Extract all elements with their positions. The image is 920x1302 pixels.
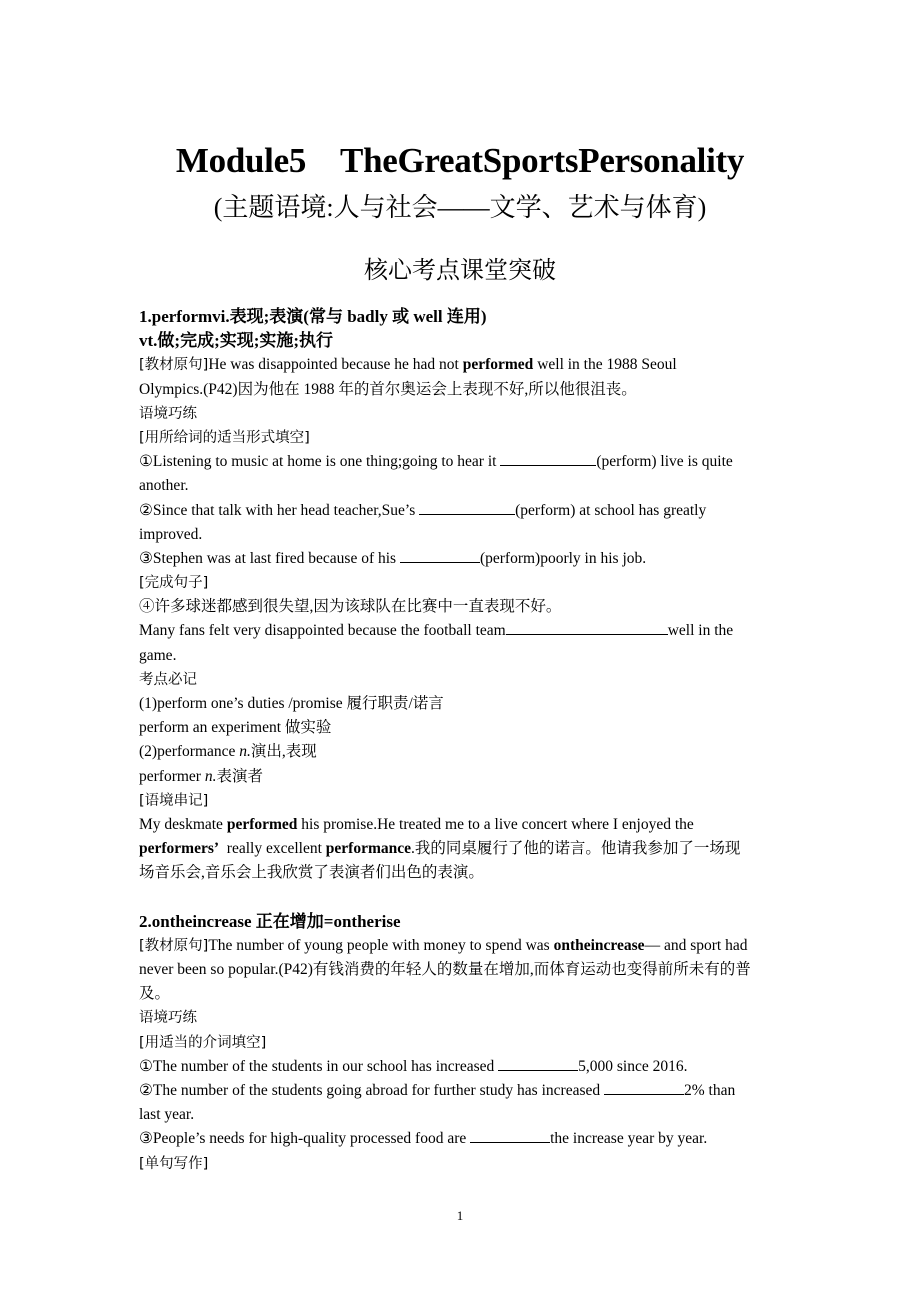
part-of-speech: n. <box>204 767 217 785</box>
theme-subtitle: (主题语境:人与社会——文学、艺术与体育) <box>213 193 707 222</box>
text: ③People’s needs for high-quality processed food are <box>139 1130 471 1148</box>
memo-item <box>139 765 784 789</box>
page-number: 1 <box>456 1208 464 1223</box>
question-4 <box>139 619 784 643</box>
text: (perform) live is quite <box>596 453 733 471</box>
text: The number of young people with money to spend was <box>208 936 554 954</box>
memo-item: (1)perform one’s duties /promise 履行职责/诺言 <box>139 695 444 712</box>
context-memory-label: [语境串记] <box>139 792 209 809</box>
text: He was disappointed because he had not <box>208 356 463 374</box>
textbook-translation-cont: 及。 <box>139 985 171 1003</box>
answer-blank[interactable] <box>500 451 596 466</box>
text: his promise.He treated me to a live concert where I enjoyed the <box>297 815 694 833</box>
module-number: Module5 <box>175 141 307 180</box>
text: My deskmate <box>139 815 227 833</box>
question-2 <box>139 499 784 523</box>
textbook-sentence <box>139 934 784 958</box>
fill-instruction: [用所给词的适当形式填空] <box>139 429 310 446</box>
part-of-speech: n. <box>239 743 251 761</box>
text: ①The number of the students in our school has increased <box>139 1057 499 1075</box>
question-2-cont: last year. <box>139 1106 195 1124</box>
text: ③Stephen was at last fired because of his <box>139 549 400 567</box>
question-3 <box>139 547 784 571</box>
text: really excellent <box>219 840 326 858</box>
answer-blank[interactable] <box>400 548 480 563</box>
memo-label: 考点必记 <box>139 671 197 688</box>
text: Many fans felt very disappointed because the football team <box>139 622 506 640</box>
content-body <box>139 305 784 1176</box>
keyword: performed <box>462 356 534 374</box>
text: well in the <box>667 622 734 640</box>
textbook-sentence <box>139 353 784 377</box>
textbook-translation: Olympics.(P42)因为他在 1988 年的首尔奥运会上表现不好,所以他很沮丧。 <box>139 380 637 398</box>
text: 5,000 since 2016. <box>578 1057 688 1075</box>
text: (2)performance <box>139 743 240 761</box>
question-4-cont: game. <box>139 646 177 664</box>
point-2-heading: 2.ontheincrease 正在增加=ontherise <box>139 911 401 931</box>
practice-label: 语境巧练 <box>139 405 197 422</box>
text: 2% than <box>684 1082 736 1099</box>
keyword: performance <box>325 840 411 858</box>
answer-blank[interactable] <box>498 1056 578 1071</box>
keyword: performed <box>226 815 298 833</box>
textbook-translation: never been so popular.(P42)有钱消费的年轻人的数量在增加,而体育运动也变得前所未有的普 <box>139 961 751 979</box>
memo-item <box>139 740 784 764</box>
textbook-tag: [教材原句] <box>139 937 209 954</box>
keyword: ontheincrease <box>553 936 645 954</box>
question-1-cont: another. <box>139 477 189 495</box>
module-name: TheGreatSportsPersonality <box>340 141 745 180</box>
textbook-tag: [教材原句] <box>139 357 209 374</box>
text: — and sport had <box>644 936 748 954</box>
context-paragraph-line <box>139 813 784 837</box>
practice-label: 语境巧练 <box>139 1010 197 1027</box>
context-paragraph-line <box>139 837 784 861</box>
point-1-heading: 1.performvi.表现;表演(常与 badly 或 well 连用) <box>139 307 487 326</box>
answer-blank[interactable] <box>419 500 515 515</box>
writing-label: [单句写作] <box>139 1155 209 1172</box>
question-3 <box>139 1127 784 1151</box>
text: performer <box>139 767 205 785</box>
text: 演出,表现 <box>250 743 317 761</box>
section-heading: 核心考点课堂突破 <box>364 256 556 284</box>
keyword: performers’ <box>139 840 220 858</box>
question-2 <box>139 1079 784 1103</box>
memo-item: perform an experiment 做实验 <box>139 719 332 737</box>
complete-sentence-label: [完成句子] <box>139 575 209 592</box>
text: (perform)poorly in his job. <box>479 549 647 567</box>
question-2-cont: improved. <box>139 525 203 543</box>
answer-blank[interactable] <box>506 620 668 635</box>
section-spacer <box>139 886 784 910</box>
fill-instruction: [用适当的介词填空] <box>139 1034 267 1051</box>
text: well in the 1988 Seoul <box>533 356 677 374</box>
text: ①Listening to music at home is one thing;going to hear it <box>139 453 501 471</box>
text: 表演者 <box>216 767 263 785</box>
answer-blank[interactable] <box>470 1128 550 1143</box>
answer-blank[interactable] <box>604 1080 684 1095</box>
module-title <box>0 140 920 182</box>
context-paragraph-line: 场音乐会,音乐会上我欣赏了表演者们出色的表演。 <box>139 864 484 882</box>
question-1 <box>139 1055 784 1079</box>
question-1 <box>139 450 784 474</box>
question-4-chinese: ④许多球迷都感到很失望,因为该球队在比赛中一直表现不好。 <box>139 598 562 616</box>
text: the increase year by year. <box>550 1130 708 1148</box>
text: .我的同桌履行了他的诺言。他请我参加了一场现 <box>411 840 741 858</box>
point-1-subheading: vt.做;完成;实现;实施;执行 <box>139 331 334 351</box>
text: ②The number of the students going abroad for further study has increased <box>139 1082 604 1099</box>
text: (perform) at school has greatly <box>515 501 707 519</box>
text: ②Since that talk with her head teacher,Sue’s <box>139 501 420 519</box>
